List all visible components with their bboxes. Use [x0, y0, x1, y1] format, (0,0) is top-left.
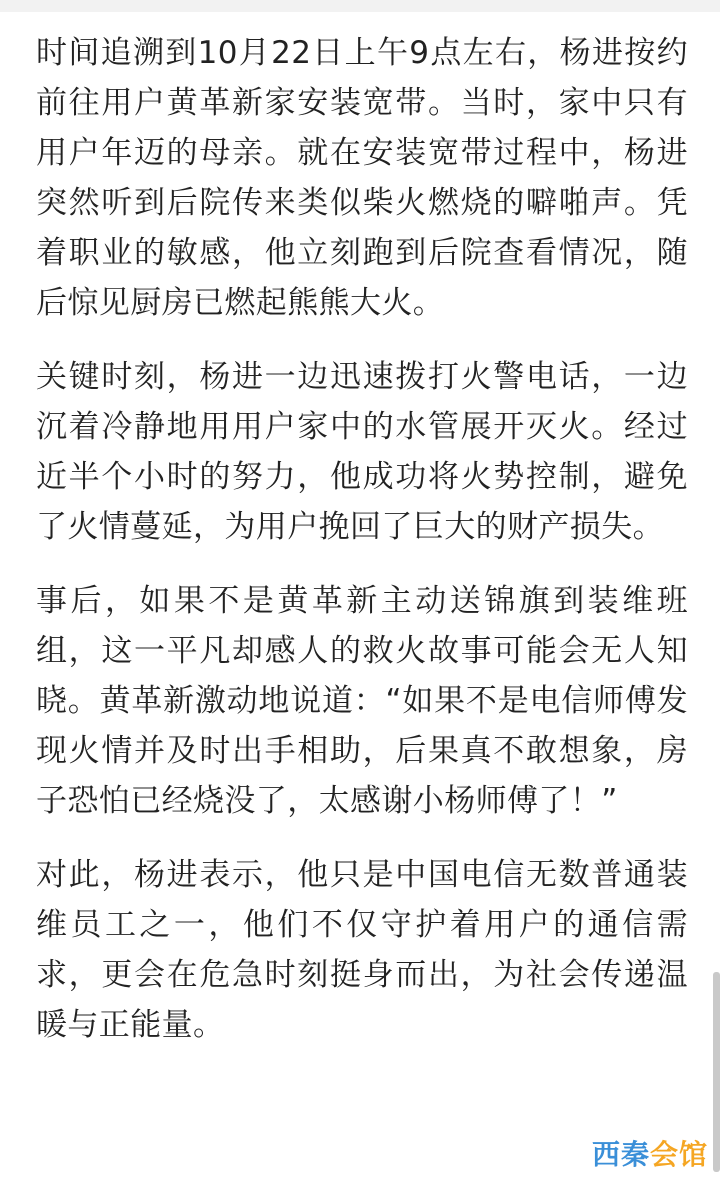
article-paragraph-3: 事后，如果不是黄革新主动送锦旗到装维班组，这一平凡却感人的救火故事可能会无人知晓。黄革新激动地说道：“如果不是电信师傅发现火情并及时出手相助，后果真不敢想象，房子恐怕已经烧没了，太感谢小杨师傅了！” [36, 583, 688, 819]
article-body [36, 28, 688, 1074]
watermark-part-2: 会馆 [649, 1138, 708, 1171]
article-paragraph-1: 时间追溯到10月22日上午9点左右，杨进按约前往用户黄革新家安装宽带。当时，家中只有用户年迈的母亲。就在安装宽带过程中，杨进突然听到后院传来类似柴火燃烧的噼啪声。凭着职业的敏感，他立刻跑到后院查看情况，随后惊见厨房已燃起熊熊大火。 [36, 35, 688, 321]
scrollbar[interactable] [713, 972, 720, 1172]
watermark-logo [592, 1136, 708, 1170]
top-strip [0, 0, 720, 12]
article-paragraph-2: 关键时刻，杨进一边迅速拨打火警电话，一边沉着冷静地用用户家中的水管展开灭火。经过近半个小时的努力，他成功将火势控制，避免了火情蔓延，为用户挽回了巨大的财产损失。 [36, 359, 688, 545]
watermark-part-1: 西秦 [591, 1138, 650, 1171]
article-paragraph-4: 对此，杨进表示，他只是中国电信无数普通装维员工之一，他们不仅守护着用户的通信需求，更会在危急时刻挺身而出，为社会传递温暖与正能量。 [36, 857, 688, 1043]
